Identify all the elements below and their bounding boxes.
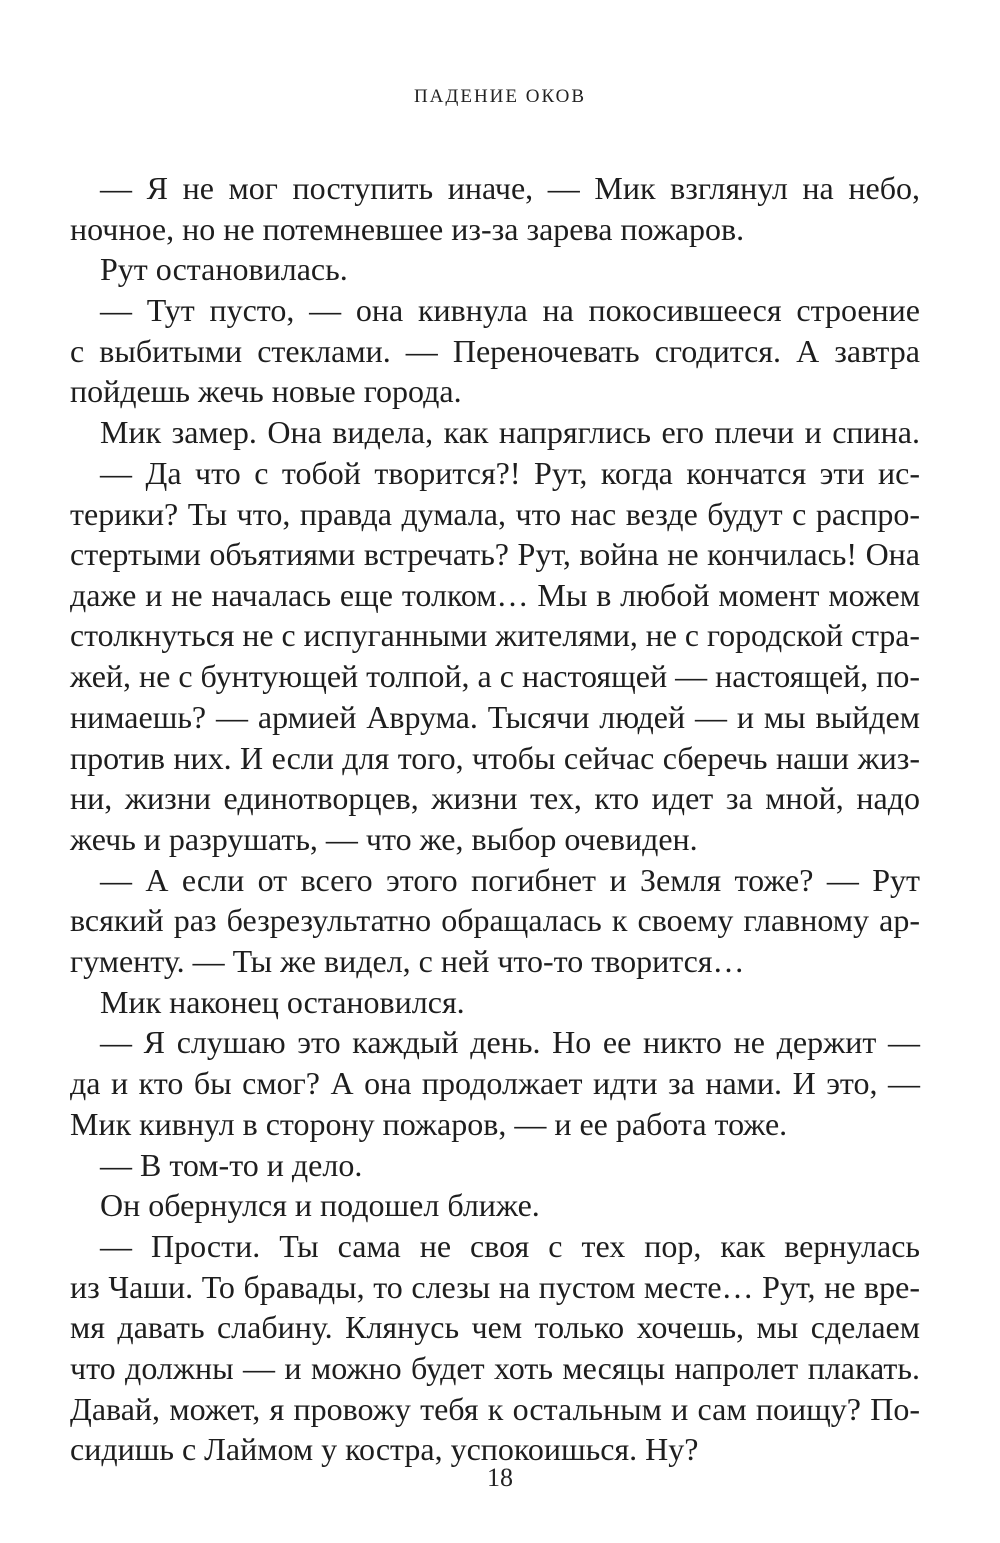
text-line: мя давать слабину. Клянусь чем только хочешь, мы сделаем <box>70 1309 920 1346</box>
text-line: из Чаши. То бравады, то слезы на пустом месте… Рут, не вре- <box>70 1268 920 1305</box>
running-head: ПАДЕНИЕ ОКОВ <box>413 86 587 107</box>
text-line: пойдешь жечь новые города. <box>70 373 462 410</box>
text-line: Давай, может, я провожу тебя к остальным и сам поищу? По- <box>70 1390 920 1427</box>
text-line: Мик наконец остановился. <box>100 983 465 1020</box>
text-line: ни, жизни единотворцев, жизни тех, кто идет за мной, надо <box>70 780 920 817</box>
text-line: жечь и разрушать, — что же, выбор очевиден. <box>70 821 698 857</box>
text-line: Мик кивнул в сторону пожаров, — и ее работа тоже. <box>70 1105 788 1142</box>
text-line: нимаешь? — армией Аврума. Тысячи людей — и мы выйдем <box>70 698 920 735</box>
text-line: Он обернулся и подошел ближе. <box>100 1187 540 1224</box>
text-line: Мик замер. Она видела, как напряглись его плечи и спина. <box>100 414 920 451</box>
text-line: Рут остановилась. <box>100 251 348 288</box>
text-line: даже и не началась еще толком… Мы в любой момент можем <box>70 576 920 613</box>
text-line: с выбитыми стеклами. — Переночевать сгодится. А завтра <box>70 332 920 369</box>
text-line: да и кто бы смог? А она продолжает идти за нами. И это, — <box>70 1065 920 1102</box>
text-line: стертыми объятиями встречать? Рут, война не кончилась! Она <box>70 536 920 573</box>
text-line: что должны — и можно будет хоть месяцы напролет плакать. <box>70 1349 920 1386</box>
text-line: — Я не мог поступить иначе, — Мик взглянул на небо, <box>100 170 920 206</box>
text-line: жей, не с бунтующей толпой, а с настоящей — настоящей, по- <box>70 658 921 695</box>
text-line: столкнуться не с испуганными жителями, не с городской стра- <box>70 617 920 653</box>
text-line: терики? Ты что, правда думала, что нас везде будут с распро- <box>70 495 920 532</box>
text-line: гументу. — Ты же видел, с ней что-то творится… <box>70 943 745 980</box>
text-line: — Прости. Ты сама не своя с тех пор, как вернулась <box>100 1227 920 1264</box>
text-line: сидишь с Лаймом у костра, успокоишься. Ну? <box>70 1431 699 1468</box>
text-line: — Да что с тобой творится?! Рут, когда кончатся эти ис- <box>100 454 920 491</box>
text-line: ночное, но не потемневшее из-за зарева пожаров. <box>70 210 745 247</box>
page-number: 18 <box>487 1463 513 1492</box>
text-line: — А если от всего этого погибнет и Земля тоже? — Рут <box>100 861 920 898</box>
text-line: против них. И если для того, чтобы сейчас сберечь наши жиз- <box>70 739 920 776</box>
text-line: — Тут пусто, — она кивнула на покосившееся строение <box>100 292 920 329</box>
text-line: — Я слушаю это каждый день. Но ее никто не держит — <box>100 1024 920 1061</box>
body-text <box>70 168 920 1470</box>
text-line: всякий раз безрезультатно обращалась к своему главному ар- <box>70 902 920 939</box>
text-line: — В том-то и дело. <box>100 1146 363 1183</box>
